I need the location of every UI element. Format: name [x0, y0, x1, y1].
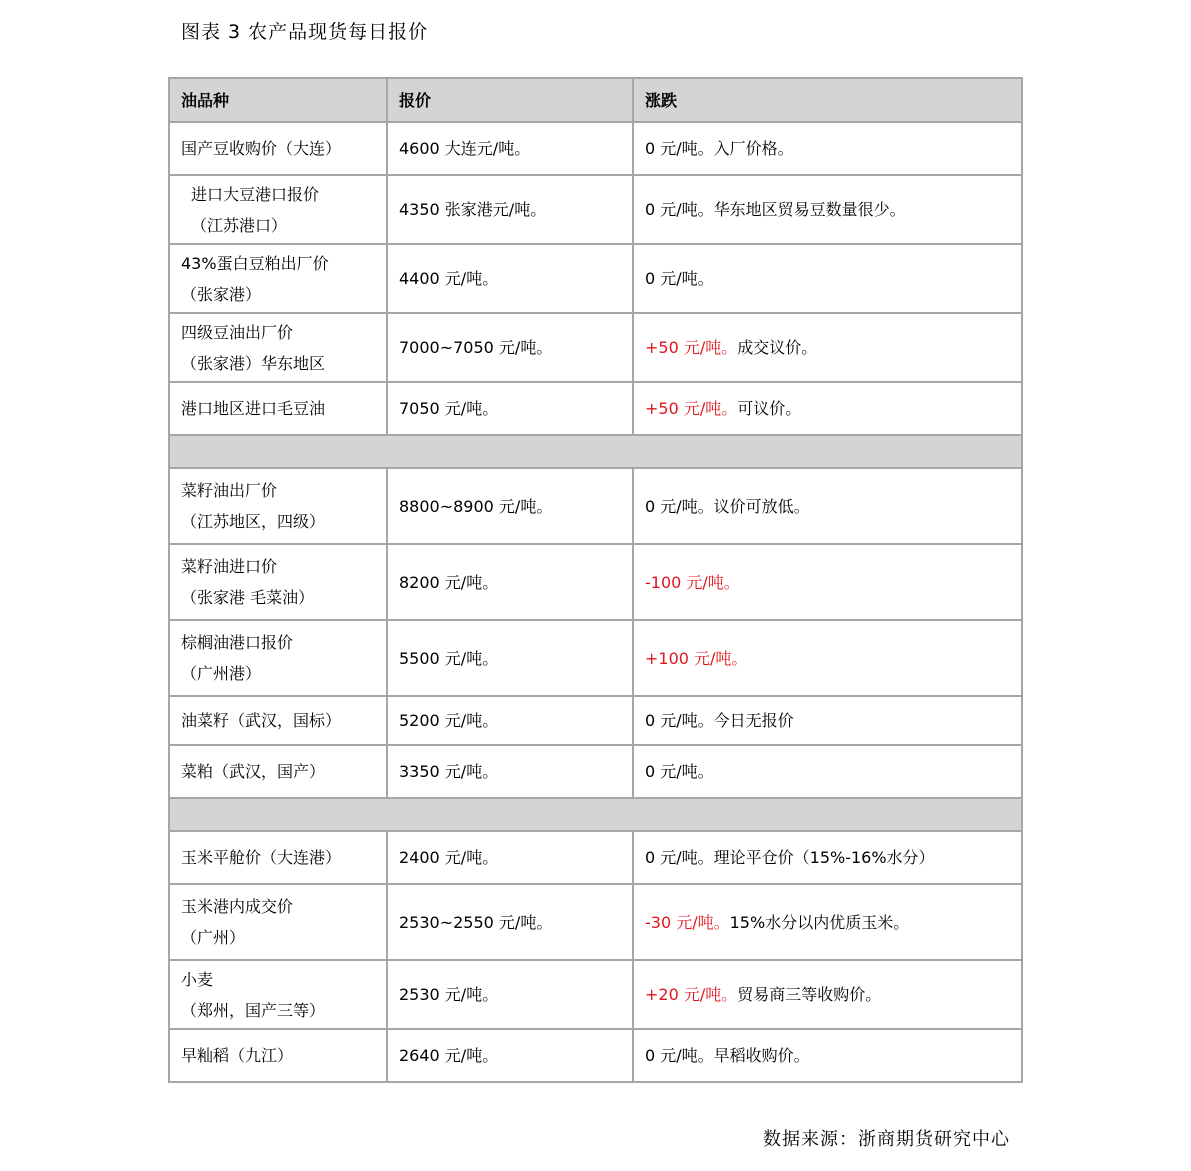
change-note: 0 元/吨。今日无报价	[645, 711, 794, 730]
variety-name: 国产豆收购价（大连）	[181, 139, 342, 158]
table-row	[169, 831, 1022, 884]
change-note: 贸易商三等收购价。	[737, 985, 882, 1004]
variety-name: 港口地区进口毛豆油	[181, 399, 326, 418]
table-row	[169, 382, 1022, 435]
variety-name: 小麦	[181, 969, 214, 989]
variety-detail: （江苏地区，四级）	[181, 512, 326, 531]
change-cell	[633, 544, 1022, 620]
header-variety: 油品种	[169, 78, 387, 122]
variety-name: 进口大豆港口报价	[191, 184, 320, 204]
variety-cell	[169, 1029, 387, 1082]
change-note: 0 元/吨。	[645, 762, 714, 781]
change-cell	[633, 175, 1022, 244]
change-value: +20 元/吨。	[645, 985, 738, 1004]
variety-detail: （广州）	[181, 928, 246, 947]
change-note: 0 元/吨。入厂价格。	[645, 139, 794, 158]
change-note: 0 元/吨。	[645, 269, 714, 288]
variety-cell	[169, 313, 387, 382]
change-note: 0 元/吨。早稻收购价。	[645, 1046, 810, 1065]
variety-name: 43%蛋白豆粕出厂价	[181, 253, 329, 273]
variety-name: 玉米港内成交价	[181, 897, 294, 916]
variety-detail: （广州港）	[181, 664, 262, 683]
change-cell	[633, 745, 1022, 798]
table-header-row	[169, 78, 1022, 122]
price-cell: 7050 元/吨。	[387, 382, 633, 435]
variety-cell	[169, 960, 387, 1029]
section-separator	[169, 435, 1022, 468]
variety-name: 四级豆油出厂价	[181, 322, 294, 342]
price-cell: 4600 大连元/吨。	[387, 122, 633, 175]
price-cell: 5200 元/吨。	[387, 696, 633, 745]
change-cell	[633, 960, 1022, 1029]
change-value: -100 元/吨。	[645, 572, 740, 592]
change-cell	[633, 884, 1022, 960]
variety-cell	[169, 244, 387, 313]
change-value: -30 元/吨。	[645, 912, 730, 932]
table-row	[169, 175, 1022, 244]
price-cell: 8200 元/吨。	[387, 544, 633, 620]
price-table	[168, 77, 1023, 1083]
variety-cell	[169, 382, 387, 435]
change-note: 0 元/吨。华东地区贸易豆数量很少。	[645, 200, 906, 219]
variety-cell	[169, 122, 387, 175]
variety-detail: （江苏港口）	[191, 215, 288, 235]
variety-detail: （郑州，国产三等）	[181, 1000, 326, 1020]
change-cell	[633, 468, 1022, 544]
change-cell	[633, 122, 1022, 175]
table-row	[169, 620, 1022, 696]
variety-detail: （张家港）华东地区	[181, 353, 326, 373]
table-row	[169, 122, 1022, 175]
table-row	[169, 313, 1022, 382]
table-row	[169, 745, 1022, 798]
price-cell: 2530 元/吨。	[387, 960, 633, 1029]
table-row	[169, 468, 1022, 544]
change-note: 0 元/吨。理论平仓价（15%-16%水分）	[645, 848, 935, 867]
variety-name: 油菜籽（武汉，国标）	[181, 711, 342, 730]
variety-detail: （张家港）	[181, 284, 262, 304]
change-note: 成交议价。	[737, 338, 818, 357]
price-cell: 7000~7050 元/吨。	[387, 313, 633, 382]
price-cell: 2530~2550 元/吨。	[387, 884, 633, 960]
variety-cell	[169, 831, 387, 884]
price-cell: 5500 元/吨。	[387, 620, 633, 696]
variety-name: 菜籽油出厂价	[181, 481, 278, 500]
figure-caption: 图表 3 农产品现货每日报价	[181, 21, 429, 43]
variety-cell	[169, 468, 387, 544]
change-note: 15%水分以内优质玉米。	[729, 912, 910, 932]
change-note: 可议价。	[737, 399, 802, 418]
change-cell	[633, 1029, 1022, 1082]
table-row	[169, 544, 1022, 620]
table-row	[169, 1029, 1022, 1082]
price-cell: 2400 元/吨。	[387, 831, 633, 884]
change-cell	[633, 382, 1022, 435]
variety-name: 玉米平舱价（大连港）	[181, 848, 342, 867]
table-row	[169, 696, 1022, 745]
table-row	[169, 244, 1022, 313]
change-cell	[633, 620, 1022, 696]
price-cell: 4400 元/吨。	[387, 244, 633, 313]
variety-cell	[169, 696, 387, 745]
change-note: 0 元/吨。议价可放低。	[645, 496, 810, 516]
price-cell: 2640 元/吨。	[387, 1029, 633, 1082]
variety-cell	[169, 620, 387, 696]
price-cell: 8800~8900 元/吨。	[387, 468, 633, 544]
variety-name: 菜粕（武汉，国产）	[181, 762, 326, 781]
variety-name: 菜籽油进口价	[181, 557, 278, 576]
data-source-note: 数据来源：浙商期货研究中心	[763, 1129, 1010, 1150]
variety-cell	[169, 544, 387, 620]
table-row	[169, 884, 1022, 960]
variety-cell	[169, 884, 387, 960]
change-value: +50 元/吨。	[645, 399, 738, 418]
change-value: +50 元/吨。	[645, 338, 738, 357]
price-cell: 3350 元/吨。	[387, 745, 633, 798]
header-price: 报价	[387, 78, 633, 122]
change-cell	[633, 313, 1022, 382]
change-cell	[633, 244, 1022, 313]
change-cell	[633, 831, 1022, 884]
header-change: 涨跌	[633, 78, 1022, 122]
change-value: +100 元/吨。	[645, 648, 748, 668]
variety-cell	[169, 745, 387, 798]
variety-detail: （张家港 毛菜油）	[181, 588, 315, 607]
table-row	[169, 960, 1022, 1029]
variety-name: 棕榈油港口报价	[181, 633, 294, 652]
variety-cell	[169, 175, 387, 244]
section-separator	[169, 798, 1022, 831]
variety-name: 早籼稻（九江）	[181, 1046, 294, 1065]
change-cell	[633, 696, 1022, 745]
price-cell: 4350 张家港元/吨。	[387, 175, 633, 244]
